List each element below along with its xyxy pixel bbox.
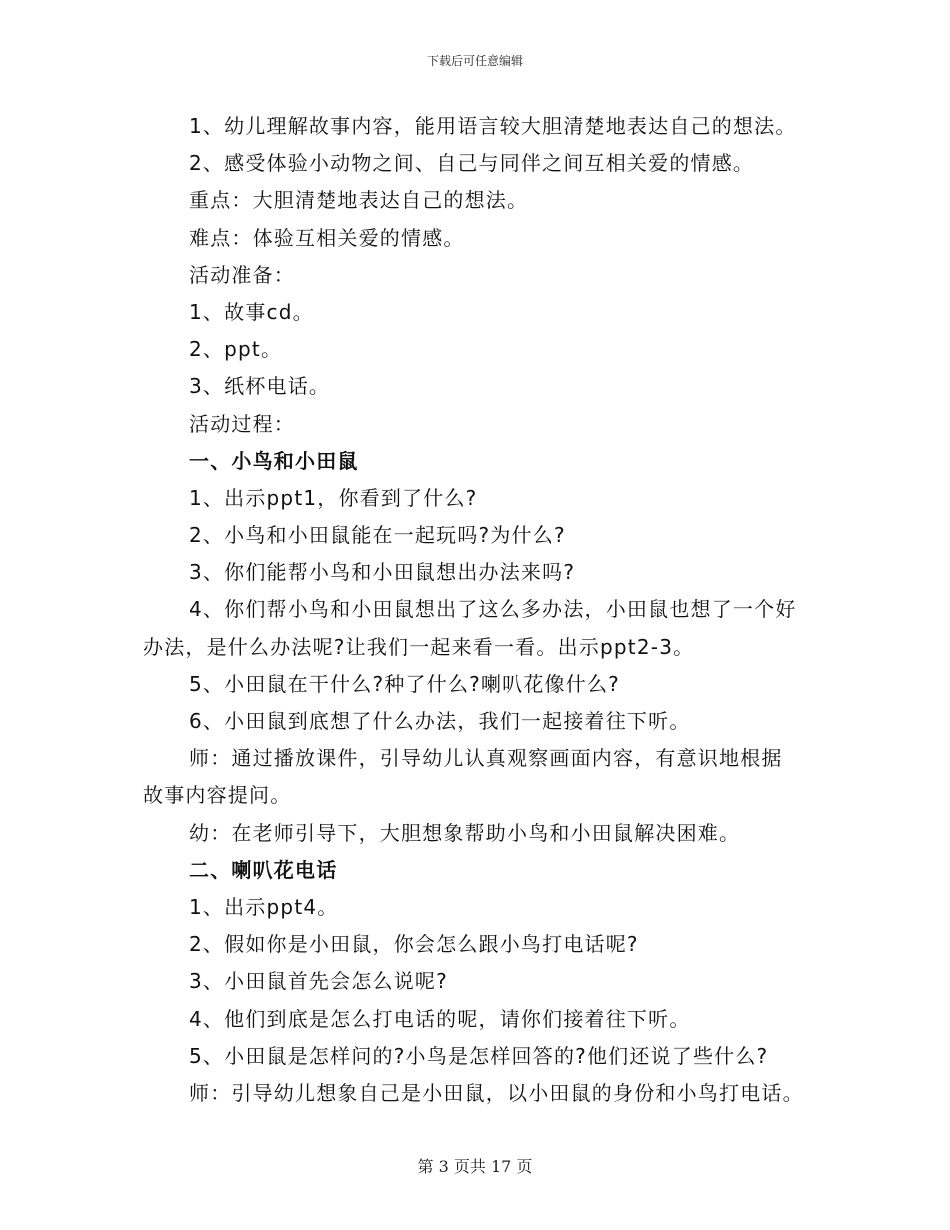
preparation-heading: 活动准备： bbox=[189, 262, 295, 287]
teacher-note: 师：引导幼儿想象自己是小田鼠，以小田鼠的身份和小鸟打电话。 bbox=[189, 1080, 804, 1105]
step-line: 3、小田鼠首先会怎么说呢? bbox=[189, 969, 448, 994]
step-line: 1、出示ppt1，你看到了什么? bbox=[189, 485, 478, 510]
teacher-note: 师：通过播放课件，引导幼儿认真观察画面内容，有意识地根据 bbox=[189, 746, 783, 771]
document-body bbox=[143, 108, 813, 1112]
child-note: 幼：在老师引导下，大胆想象帮助小鸟和小田鼠解决困难。 bbox=[189, 820, 741, 845]
step-line: 3、你们能帮小鸟和小田鼠想出办法来吗? bbox=[189, 560, 576, 585]
step-line: 5、小田鼠是怎样问的?小鸟是怎样回答的?他们还说了些什么? bbox=[189, 1043, 769, 1068]
preparation-item: 2、ppt。 bbox=[189, 337, 283, 362]
section-heading: 一、小鸟和小田鼠 bbox=[189, 448, 359, 473]
step-line: 5、小田鼠在干什么?种了什么?喇叭花像什么? bbox=[189, 671, 620, 696]
step-line: 6、小田鼠到底想了什么办法，我们一起接着往下听。 bbox=[189, 709, 691, 733]
process-heading: 活动过程： bbox=[189, 411, 295, 436]
preparation-item: 3、纸杯电话。 bbox=[189, 374, 331, 399]
step-line: 2、假如你是小田鼠，你会怎么跟小鸟打电话呢? bbox=[189, 932, 639, 957]
page-footer: 第 3 页共 17 页 bbox=[417, 1157, 533, 1176]
step-line: 4、你们帮小鸟和小田鼠想出了这么多办法，小田鼠也想了一个好 bbox=[189, 597, 797, 622]
difficulty-line: 难点：体验互相关爱的情感。 bbox=[189, 225, 465, 250]
preparation-item: 1、故事cd。 bbox=[189, 299, 314, 324]
key-point-line: 重点：大胆清楚地表达自己的想法。 bbox=[189, 188, 529, 213]
page-header: 下载后可任意编辑 bbox=[426, 54, 523, 68]
step-line: 1、出示ppt4。 bbox=[189, 894, 339, 919]
objective-line: 1、幼儿理解故事内容，能用语言较大胆清楚地表达自己的想法。 bbox=[189, 114, 797, 138]
section-heading: 二、喇叭花电话 bbox=[189, 857, 338, 882]
teacher-note-continued: 故事内容提问。 bbox=[143, 783, 292, 808]
objective-line: 2、感受体验小动物之间、自己与同伴之间互相关爱的情感。 bbox=[189, 151, 755, 176]
step-line: 4、他们到底是怎么打电话的呢，请你们接着往下听。 bbox=[189, 1006, 691, 1031]
step-line: 2、小鸟和小田鼠能在一起玩吗?为什么? bbox=[189, 523, 566, 548]
step-line-continued: 办法，是什么办法呢?让我们一起来看一看。出示ppt2-3。 bbox=[143, 634, 695, 659]
